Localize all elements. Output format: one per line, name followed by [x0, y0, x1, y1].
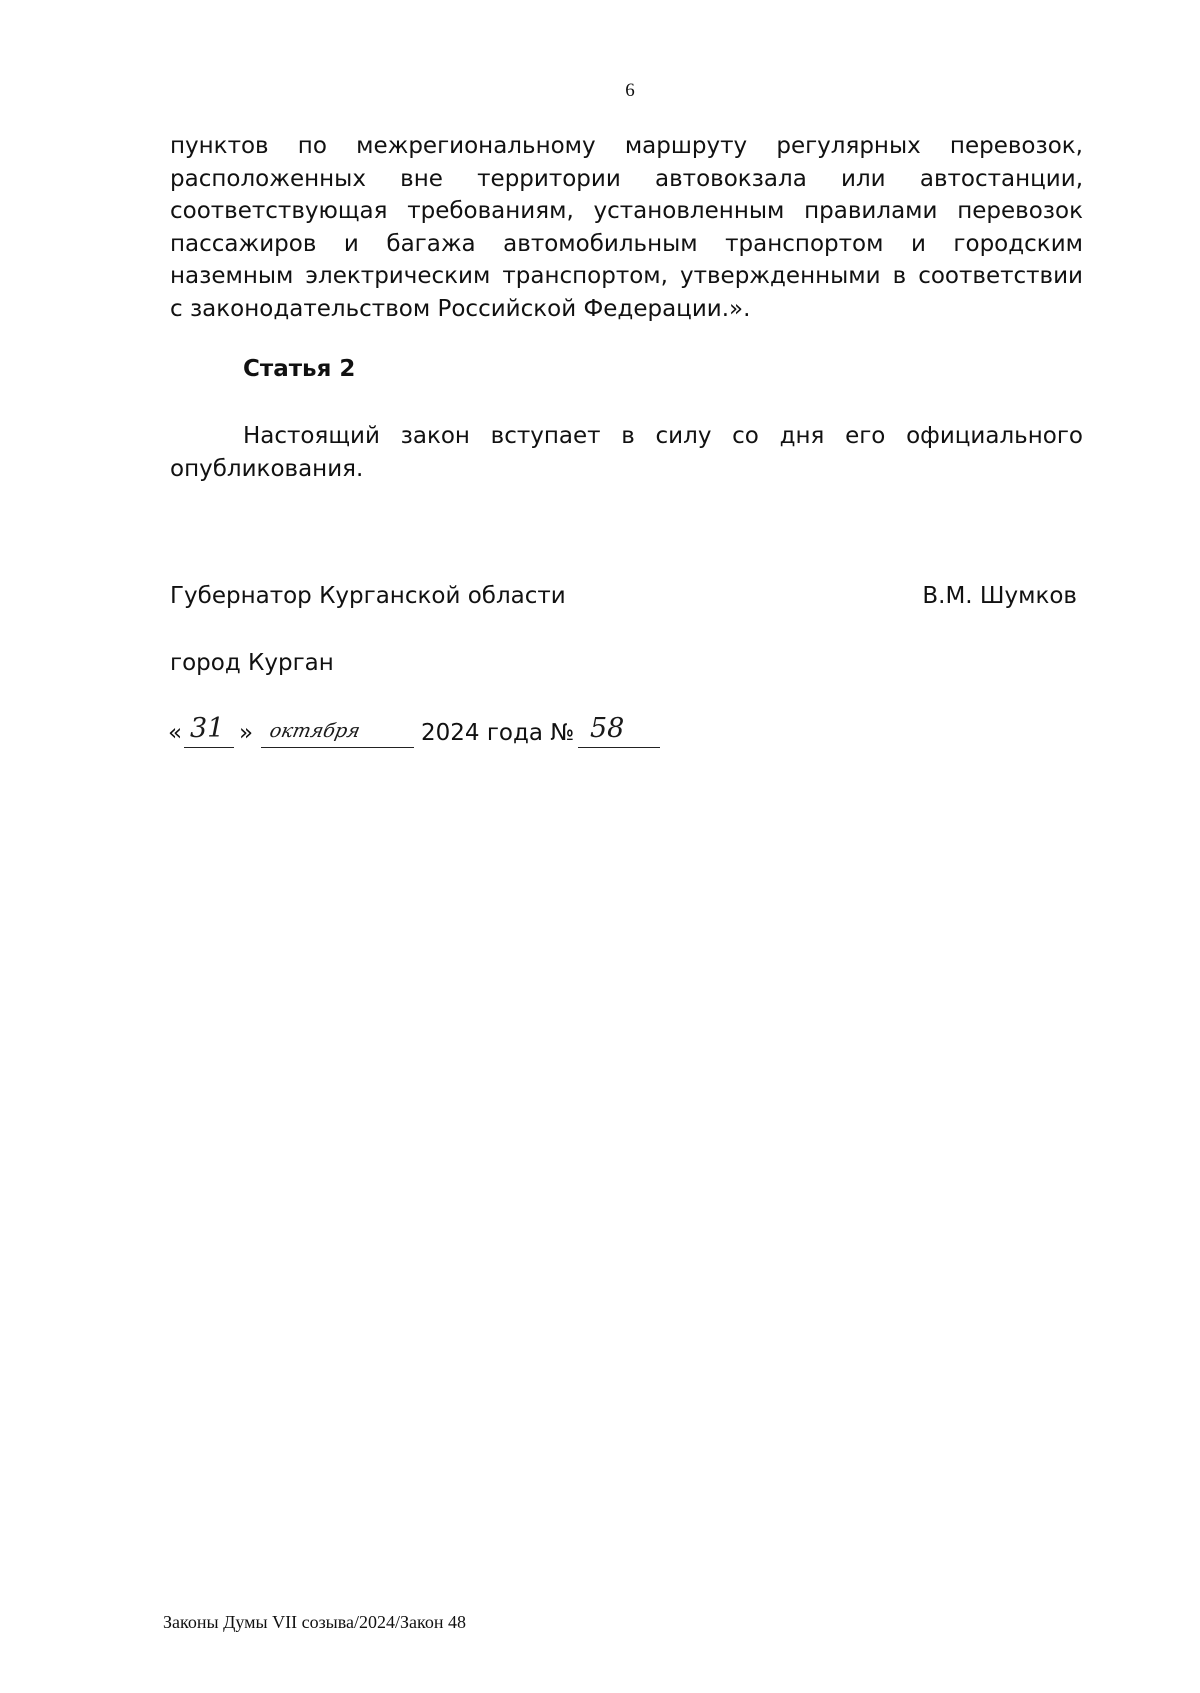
text-line: пассажиров и багажа автомобильным транспортом и городским	[170, 230, 1083, 257]
page-number: 6	[625, 80, 635, 101]
governor-title: Губернатор Курганской области	[170, 583, 566, 609]
text-line: расположенных вне территории автовокзала или автостанции,	[170, 165, 1083, 192]
handwritten-day: 31	[190, 713, 225, 744]
article-2-text	[170, 420, 1083, 485]
text-line: опубликования.	[170, 455, 364, 482]
handwritten-month: октября	[267, 720, 363, 742]
text-line: наземным электрическим транспортом, утвержденными в соответствии	[170, 263, 1083, 289]
date-line	[168, 712, 688, 752]
open-quote: «	[168, 720, 183, 746]
signature-block	[170, 583, 1083, 617]
article-heading: Статья 2	[243, 356, 356, 382]
city: город Курган	[170, 650, 334, 676]
footer-path: Законы Думы VII созыва/2024/Закон 48	[163, 1612, 466, 1632]
paragraph-continuation	[170, 130, 1083, 325]
text-line: с законодательством Российской Федерации.».	[170, 295, 751, 322]
text-line: пунктов по межрегиональному маршруту регулярных перевозок,	[170, 133, 1083, 159]
governor-name: В.М. Шумков	[922, 583, 1077, 609]
close-quote: »	[239, 720, 254, 746]
year-text: 2024 года №	[421, 720, 575, 746]
text-line: соответствующая требованиям, установленным правилами перевозок	[170, 198, 1083, 224]
text-line: Настоящий закон вступает в силу со дня его официального	[243, 423, 1083, 449]
handwritten-number: 58	[590, 713, 625, 744]
